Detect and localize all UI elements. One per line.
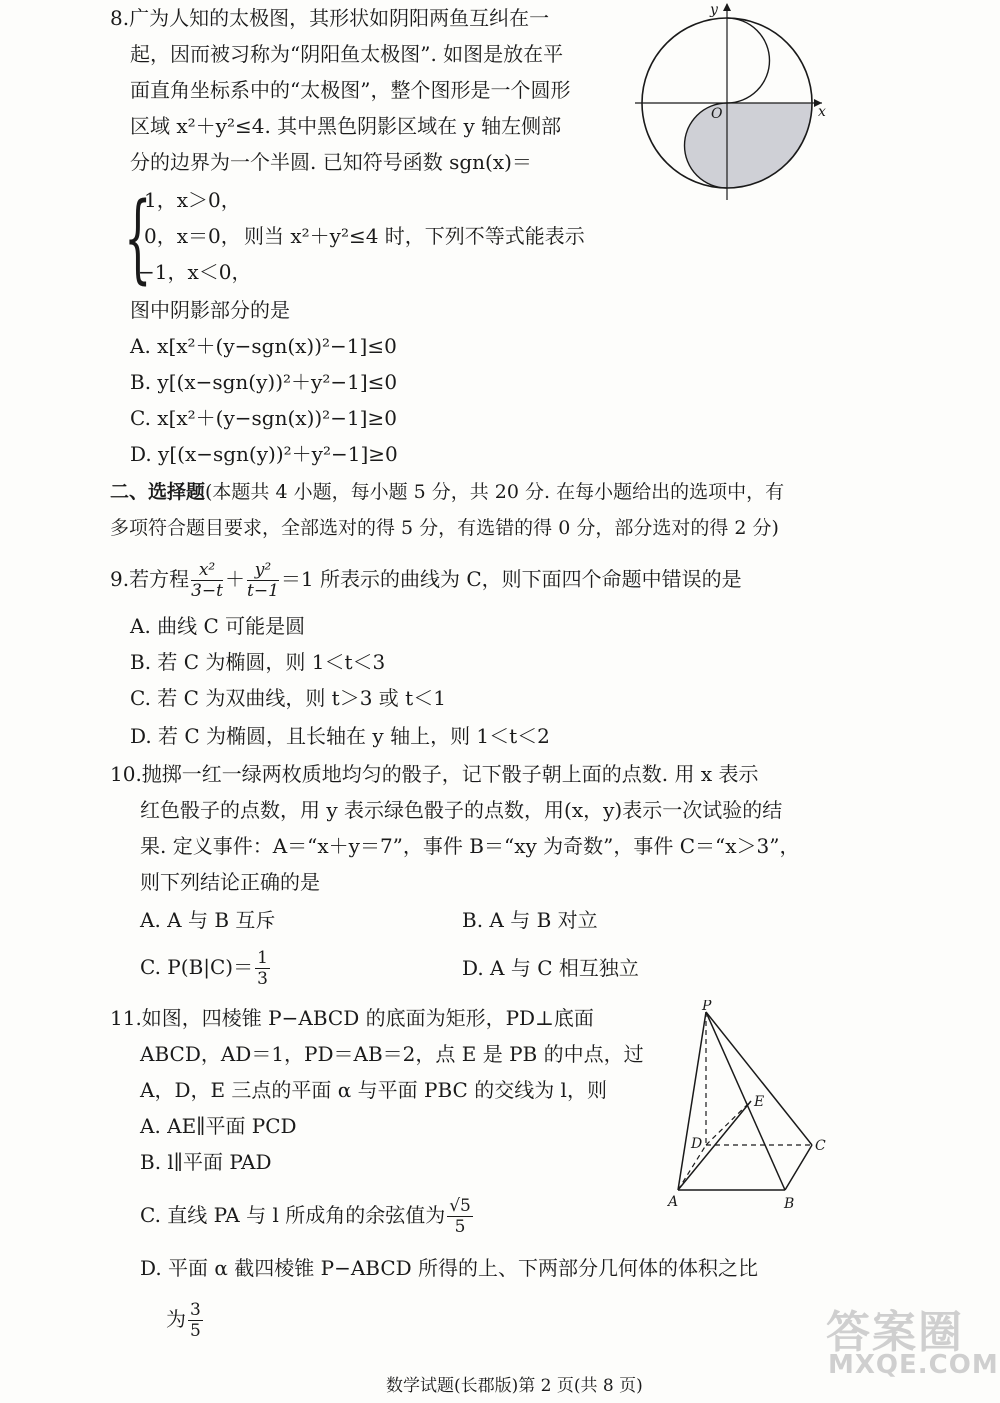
q10-option-c-prefix: C. P(B|C)＝ (140, 955, 254, 979)
q11-line-2: ABCD，AD＝1，PD＝AB＝2，点 E 是 PB 的中点，过 (140, 1042, 644, 1066)
section2-title: 二、选择题 (110, 481, 206, 503)
taiji-origin-label: O (711, 106, 723, 122)
q8-line-5: 分的边界为一个半圆. 已知符号函数 sgn(x)＝ (130, 150, 532, 174)
q11-option-b: B. l∥平面 PAD (140, 1150, 272, 1174)
q11-option-c-prefix: C. 直线 PA 与 l 所成角的余弦值为 (140, 1203, 446, 1227)
q9-frac-1 (191, 559, 223, 601)
q11-option-c-frac (447, 1195, 473, 1237)
q10-line-4: 则下列结论正确的是 (140, 870, 320, 894)
section2-desc-1: (本题共 4 小题，每小题 5 分，共 20 分. 在每小题给出的选项中，有 (205, 481, 785, 503)
page-footer: 数学试题(长郡版)第 2 页(共 8 页) (386, 1376, 643, 1396)
q11-option-a: A. AE∥平面 PCD (140, 1114, 297, 1138)
q9-frac-1-den: 3−t (191, 580, 223, 601)
q10-option-c (140, 944, 272, 990)
pyramid-figure (660, 1000, 835, 1215)
q11-option-d-num: 3 (190, 1299, 201, 1320)
taiji-figure (630, 0, 830, 205)
q11-option-c-den: 5 (454, 1216, 466, 1237)
q8-option-d: D. y[(x−sgn(y))²＋y²−1]≥0 (130, 442, 398, 466)
q8-case-1: 1，x＞0， (144, 188, 241, 212)
q11-option-c-num: √5 (449, 1195, 471, 1216)
q10-line-2: 红色骰子的点数，用 y 表示绿色骰子的点数，用(x，y)表示一次试验的结 (140, 798, 783, 822)
pyramid-label-b: B (784, 1196, 795, 1212)
q9-prefix: 9.若方程 (110, 567, 190, 591)
q11-option-d-tail-prefix: 为 (166, 1307, 186, 1331)
q8-case-2: 0，x＝0， (144, 224, 241, 248)
q9-frac-2-num: y² (247, 562, 279, 581)
q10-option-d: D. A 与 C 相互独立 (462, 956, 639, 980)
q9-plus: ＋ (225, 567, 245, 591)
q10-option-c-frac (255, 947, 270, 989)
q10-option-c-den: 3 (257, 968, 268, 989)
q10-option-a: A. A 与 B 互斥 (140, 908, 276, 932)
pyramid-label-p: P (702, 1000, 712, 1014)
pyramid-label-e: E (754, 1094, 765, 1110)
taiji-x-label: x (818, 104, 826, 120)
q9-suffix: ＝1 所表示的曲线为 C，则下面四个命题中错误的是 (280, 567, 742, 591)
q10-option-b: B. A 与 B 对立 (462, 908, 598, 932)
q11-option-d-frac (188, 1299, 203, 1341)
q9-stem (110, 556, 742, 602)
piecewise-brace: { (124, 182, 152, 294)
pyramid-label-a: A (668, 1194, 679, 1210)
q11-line-1: 11.如图，四棱锥 P−ABCD 的底面为矩形，PD⊥底面 (110, 1006, 594, 1030)
q11-line-3: A，D，E 三点的平面 α 与平面 PBC 的交线为 l，则 (140, 1078, 607, 1102)
section2-line-1 (110, 478, 784, 506)
q9-option-c: C. 若 C 为双曲线，则 t＞3 或 t＜1 (130, 686, 446, 710)
q11-option-d-tail (166, 1296, 205, 1342)
q9-frac-1-num: x² (191, 562, 223, 581)
q9-option-b: B. 若 C 为椭圆，则 1＜t＜3 (130, 650, 386, 674)
section2-line-2: 多项符合题目要求，全部选对的得 5 分，有选错的得 0 分，部分选对的得 2 分) (110, 517, 779, 539)
q11-option-d-den: 5 (190, 1320, 201, 1341)
q10-option-c-num: 1 (257, 947, 268, 968)
q10-line-1: 10.抛掷一红一绿两枚质地均匀的骰子，记下骰子朝上面的点数. 用 x 表示 (110, 762, 759, 786)
q8-case-3: −1，x＜0， (138, 260, 252, 284)
pyramid-label-d: D (691, 1136, 703, 1152)
watermark-logo: 答案圈 (826, 1307, 964, 1358)
q9-option-a: A. 曲线 C 可能是圆 (130, 614, 306, 638)
pyramid-label-c: C (815, 1138, 826, 1154)
q8-tail: 图中阴影部分的是 (130, 298, 290, 322)
q8-option-b: B. y[(x−sgn(y))²＋y²−1]≤0 (130, 370, 398, 394)
q10-line-3: 果. 定义事件：A＝“x＋y＝7”，事件 B＝“xy 为奇数”，事件 C＝“x＞3”， (140, 834, 800, 858)
taiji-y-label: y (710, 2, 718, 18)
q8-option-c: C. x[x²＋(y−sgn(x))²−1]≥0 (130, 406, 397, 430)
q8-line-4: 区域 x²＋y²≤4. 其中黑色阴影区域在 y 轴左侧部 (130, 114, 562, 138)
q8-line-1: 8.广为人知的太极图，其形状如阴阳两鱼互纠在一 (110, 6, 550, 30)
q11-option-d: D. 平面 α 截四棱锥 P−ABCD 所得的上、下两部分几何体的体积之比 (140, 1256, 759, 1280)
q8-line-3: 面直角坐标系中的“太极图”，整个图形是一个圆形 (130, 78, 571, 102)
q11-option-c (140, 1192, 475, 1238)
q8-line-2: 起，因而被习称为“阴阳鱼太极图”. 如图是放在平 (130, 42, 564, 66)
q8-option-a: A. x[x²＋(y−sgn(x))²−1]≤0 (130, 334, 397, 358)
q9-frac-2 (247, 559, 279, 601)
q9-option-d: D. 若 C 为椭圆，且长轴在 y 轴上，则 1＜t＜2 (130, 724, 550, 748)
q8-case-2-tail: 则当 x²＋y²≤4 时，下列不等式能表示 (244, 224, 585, 248)
watermark-url: MXQE.COM (828, 1350, 999, 1380)
q9-frac-2-den: t−1 (247, 580, 279, 601)
